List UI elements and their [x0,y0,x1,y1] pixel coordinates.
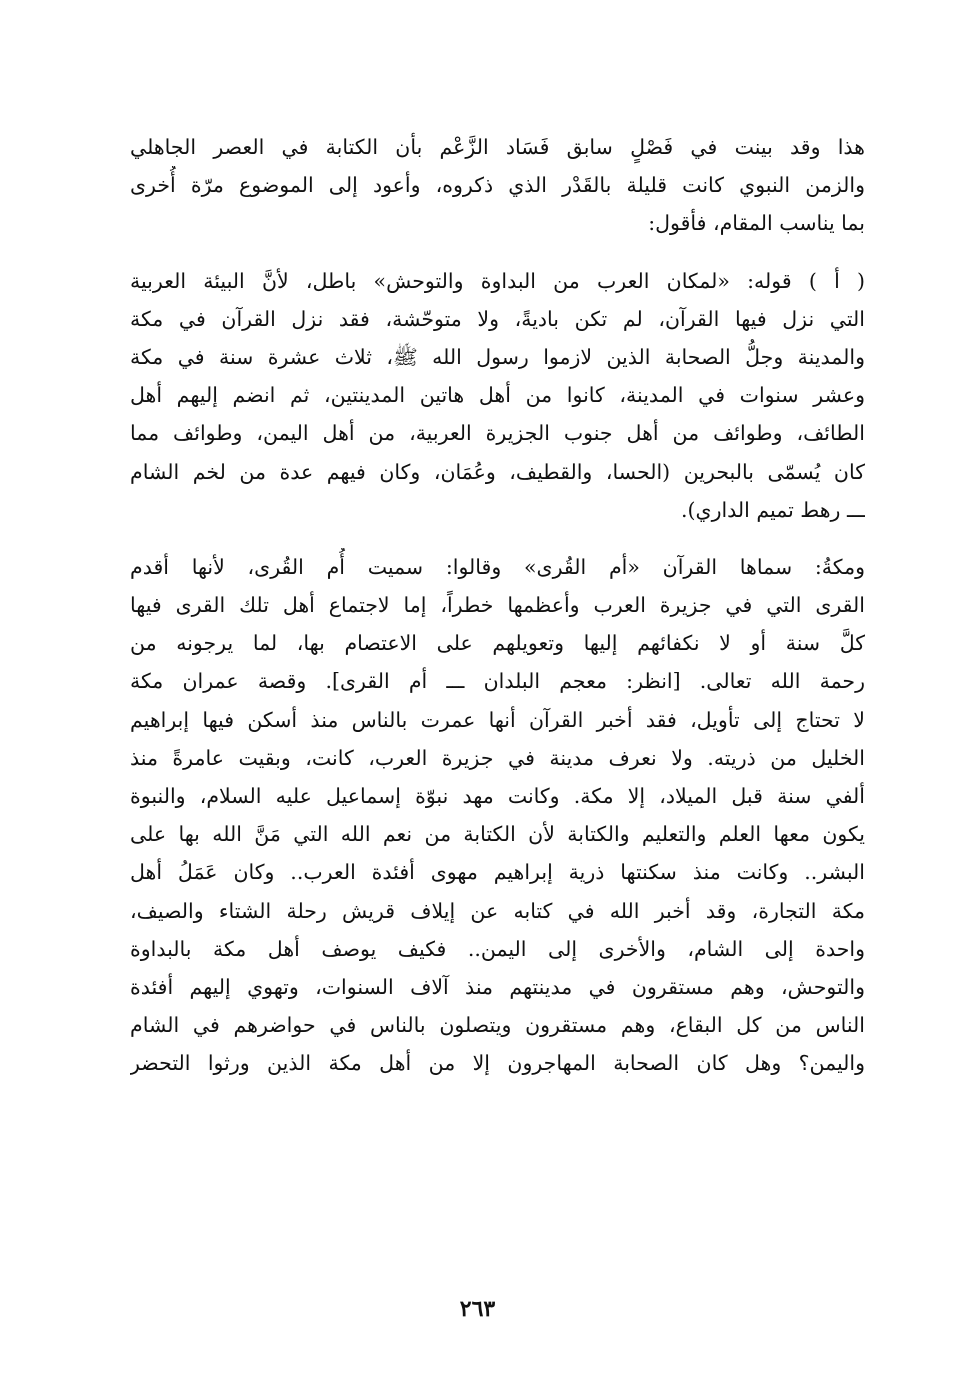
paragraph-2 [130,262,865,529]
text-line: ـــ رهط تميم الداري). [681,497,865,522]
text-line: ( أ ) قوله: «لمكان العرب من البداوة والتوحش» باطل، لأنَّ البيئة العربية [130,268,865,293]
text-line: الطائف، وطوائف من أهل جنوب الجزيرة العربية، من أهل اليمن، وطوائف مما [130,421,865,446]
text-line: ألفي سنة قبل الميلاد، إلا مكة. وكانت مهد نبوّة إسماعيل عليه السلام، والنبوة [130,784,865,808]
text-line: بما يناسب المقام، فأقول: [648,211,865,236]
text-line: كلَّ سنة أو لا نكفائهم إليها وتعويلهم على الاعتصام بها، لما يرجونه من [130,631,865,656]
text-line: وعشر سنوات في المدينة، كانوا من أهل هاتين المدينتين، ثم انضم إليهم أهل [130,383,865,408]
text-line: مكة التجارة، وقد أخبر الله في كتابه عن إيلاف قريش رحلة الشتاء والصيف، [130,898,865,923]
text-line: واليمن؟ وهل كان الصحابة المهاجرون إلا من أهل مكة الذين ورثوا التحضر [130,1051,865,1076]
text-line: الخليل من ذريته. ولا نعرف مدينة في جزيرة العرب، كانت، وبقيت عامرةً منذ [130,745,865,770]
text-line: ومكةُ: سماها القرآن «أم القُرى» وقالوا: سميت أُم القُرى، لأنها أقدم [130,554,865,579]
text-line: رحمة الله تعالى. [انظر: معجم البلدان ـــ أم القرى]. وقصة عمران مكة [130,669,865,694]
page-number: ٢٦٣ [459,1296,496,1322]
text-line: هذا وقد بينت في فَصْلٍ سابق فَسَاد الزَّعْم بأن الكتابة في العصر الجاهلي [130,135,865,159]
text-line: القرى التي في جزيرة العرب وأعظمها خطراً، إما لاجتماع أهل تلك القرى فيها [130,593,865,618]
text-line: والتوحش، وهم مستقرون في مدينتهم منذ آلاف السنوات، وتهوي إليهم أفئدة [130,974,865,999]
text-line: والزمن النبوي كانت قليلة بالقَدْر الذي ذكروه، وأعود إلى الموضوع مرّة أُخرى [130,173,865,198]
page-body [130,128,865,1083]
text-line: لا تحتاج إلى تأويل، فقد أخبر القرآن أنها عمرت بالناس منذ أسكن فيها إبراهيم [130,707,865,732]
text-line: الناس من كل البقاع، وهم مستقرون ويتصلون بالناس في حواضرهم في الشام [130,1013,865,1038]
text-line: والمدينة وجلُّ الصحابة الذين لازموا رسول الله ﷺ، ثلاث عشرة سنة في مكة [130,344,865,369]
text-line: كان يُسمّى بالبحرين (الحسا، والقطيف، وعُمَان، وكان فيهم عدة من لخم الشام [130,459,865,484]
text-line: البشر.. وكانت منذ سكنتها ذرية إبراهيم مهوى أفئدة العرب.. وكان عَمَلُ أهل [130,860,865,885]
paragraph-1 [130,128,865,243]
text-line: يكون معها العلم والتعليم والكتابة لأن الكتابة من نعم الله التي مَنَّ الله بها على [130,822,865,847]
text-line: التي نزل فيها القرآن، لم تكن باديةً، ولا متوحّشة، فقد نزل القرآن في مكة [130,306,865,331]
paragraph-3 [130,548,865,1083]
text-line: واحدة إلى الشام، والأخرى إلى اليمن.. فكيف يوصف أهل مكة بالبداوة [130,936,865,961]
